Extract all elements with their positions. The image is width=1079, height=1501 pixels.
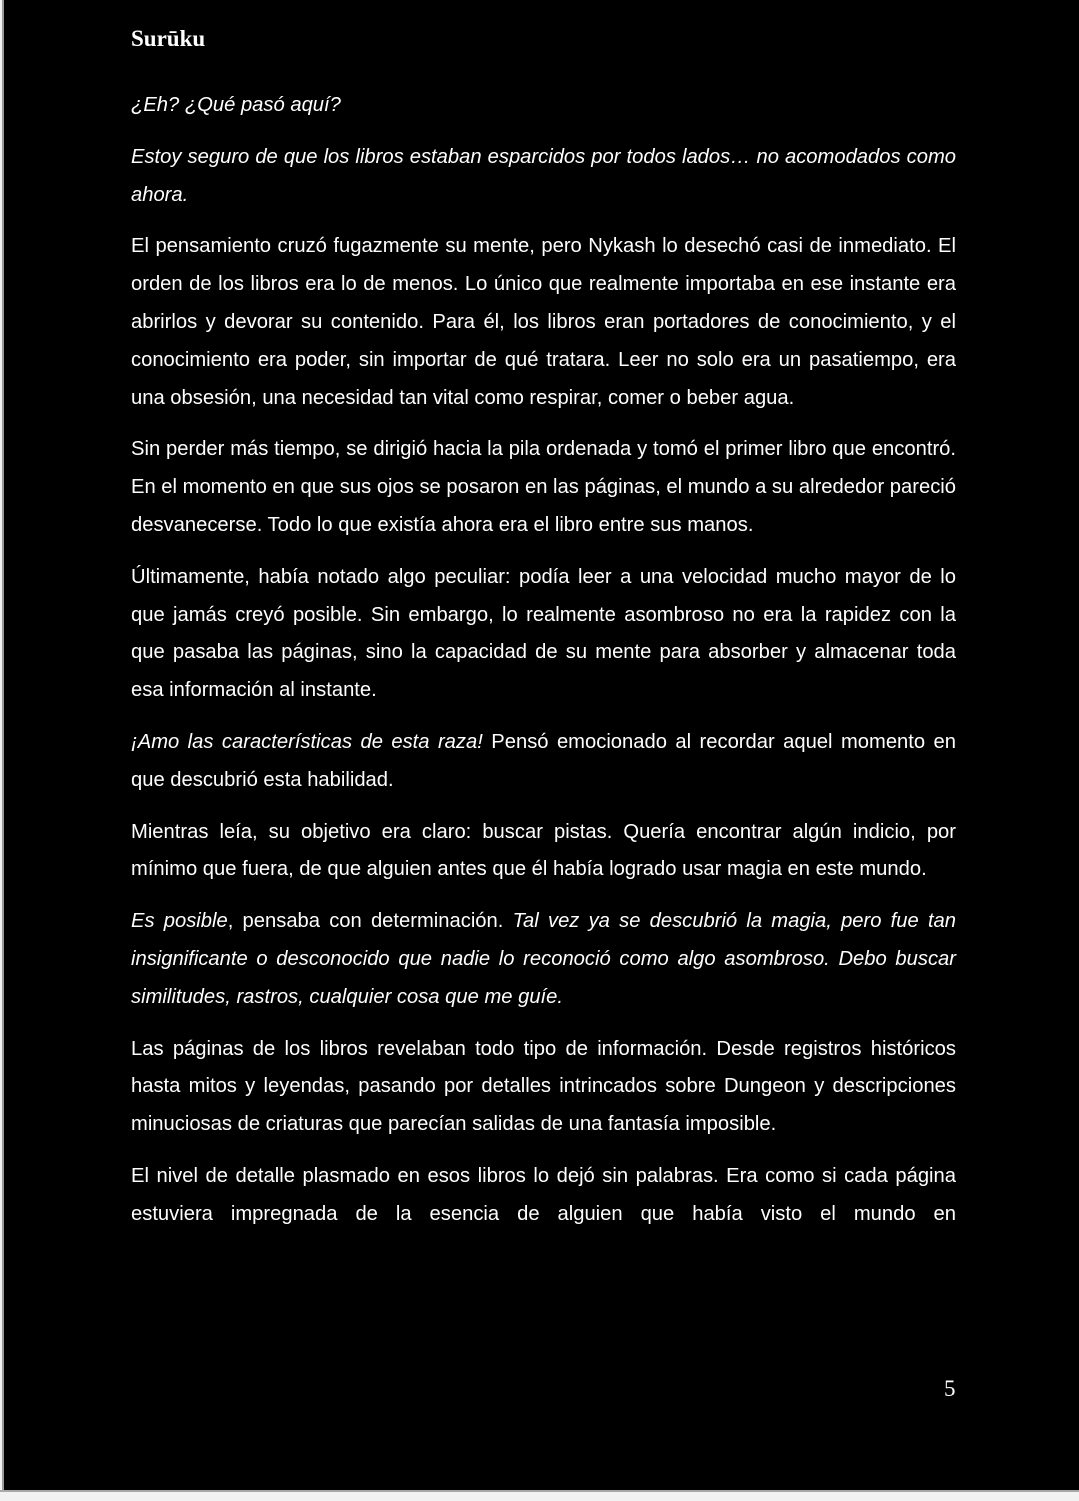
italic-text: Estoy seguro de que los libros estaban esparcidos por todos lados… no acomodados como ahora. (131, 145, 956, 206)
italic-text: ¡Amo las características de esta raza! (131, 730, 483, 753)
text: Mientras leía, su objetivo era claro: buscar pistas. Quería encontrar algún indicio, por mínimo que fuera, de que alguien antes que él había logrado usar magia en este mundo. (131, 820, 956, 881)
italic-text: Es posible (131, 910, 228, 933)
paragraph (131, 139, 956, 215)
paragraph (131, 724, 956, 800)
text: El nivel de detalle plasmado en esos libros lo dejó sin palabras. Era como si cada página estuviera impregnada de la esencia de alguien que había visto el mundo en (131, 1164, 956, 1225)
paragraph (131, 903, 956, 1016)
page-number: 5 (944, 1376, 956, 1401)
paragraph (131, 228, 956, 417)
italic-text: ¿Eh? ¿Qué pasó aquí? (131, 94, 341, 116)
paragraph (131, 814, 956, 890)
paragraph (131, 559, 956, 710)
text: Las páginas de los libros revelaban todo tipo de información. Desde registros históricos hasta mitos y leyendas, pasando por detalles intrincados sobre Dungeon y descripciones minuciosas de criaturas que parecían salidas de una fantasía imposible. (131, 1037, 956, 1136)
document-page (2, 0, 1079, 1490)
text: Sin perder más tiempo, se dirigió hacia la pila ordenada y tomó el primer libro que encontró. En el momento en que sus ojos se posaron en las páginas, el mundo a su alrededor pareció desvanecerse. Todo lo que existía ahora era el libro entre sus manos. (131, 438, 956, 536)
text: , pensaba con determinación. (227, 910, 513, 933)
text: El pensamiento cruzó fugazmente su mente, pero Nykash lo desechó casi de inmediato. El orden de los libros era lo de menos. Lo único que realmente importaba en ese instante era abrirlos y devorar su contenido. Para él, los libros eran portadores de conocimiento, y el conocimiento era poder, sin importar de qué tratara. Leer no solo era un pasatiempo, era una obsesión, una necesidad tan vital como respirar, comer o beber agua. (131, 235, 956, 409)
paragraph (131, 431, 956, 544)
paragraph (131, 1031, 956, 1144)
paragraph (131, 87, 956, 125)
text: Últimamente, había notado algo peculiar: podía leer a una velocidad mucho mayor de lo que jamás creyó posible. Sin embargo, lo realmente asombroso no era la rapidez con la que pasaba las páginas, sino la capacidad de su mente para absorber y almacenar toda esa información al instante. (131, 565, 956, 702)
italic-text: Tal vez ya se descubrió la magia, pero fue tan insignificante o desconocido que nadie lo reconoció como algo asombroso. Debo buscar similitudes, rastros, cualquier cosa que me guíe. (131, 910, 957, 1008)
running-header-title: Surūku (131, 26, 206, 51)
text: Pensó emocionado al recordar aquel momento en que descubrió esta habilidad. (131, 730, 956, 791)
paragraph (131, 1158, 956, 1234)
page-bottom-edge (0, 1490, 1079, 1492)
document-body (131, 87, 956, 1248)
